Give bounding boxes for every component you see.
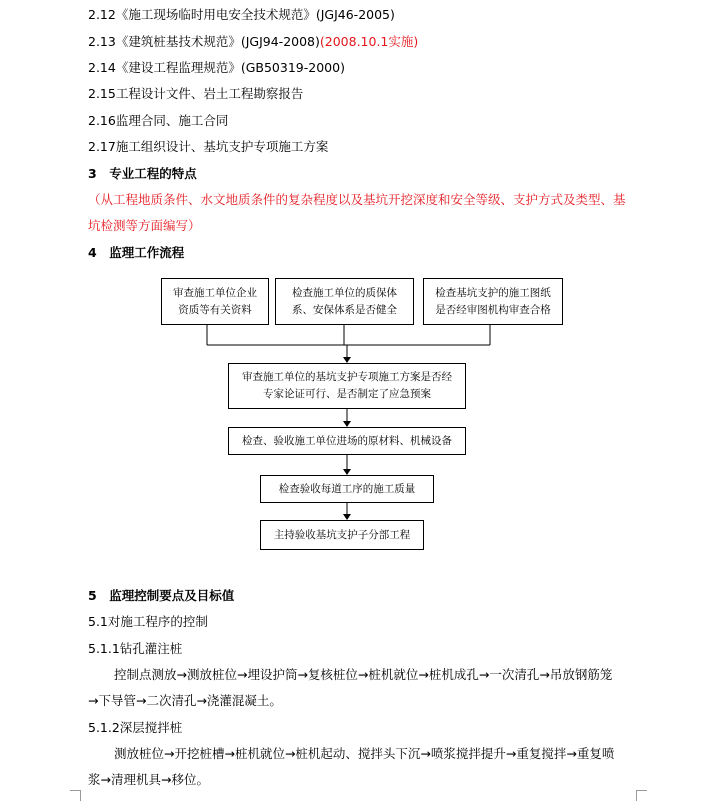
reference-item: 2.16监理合同、施工合同 bbox=[88, 113, 229, 128]
flow-box-quality-system: 检查施工单位的质保体 系、安保体系是否健全 bbox=[275, 278, 414, 325]
flow-box-qualification: 审查施工单位企业 资质等有关资料 bbox=[161, 278, 269, 325]
reference-item: 2.15工程设计文件、岩土工程勘察报告 bbox=[88, 86, 304, 101]
bored-pile-procedure-cont: →下导管→二次清孔→浇灌混凝土。 bbox=[88, 693, 282, 708]
subsection-5-1-2: 5.1.2深层搅拌桩 bbox=[88, 720, 183, 735]
mixing-pile-procedure: 测放桩位→开挖桩槽→桩机就位→桩机起动、搅拌头下沉→喷浆搅拌提升→重复搅拌→重复喷 bbox=[114, 746, 615, 761]
subsection-5-1-1: 5.1.1钻孔灌注桩 bbox=[88, 641, 183, 656]
crop-mark-right bbox=[636, 790, 647, 801]
reference-item: 2.12《施工现场临时用电安全技术规范》(JGJ46-2005) bbox=[88, 7, 395, 22]
section-3-note-cont: 坑检测等方面编写） bbox=[88, 218, 201, 233]
flow-box-drawings: 检查基坑支护的施工图纸 是否经审图机构审查合格 bbox=[423, 278, 563, 325]
reference-item: 2.13《建筑桩基技术规范》(JGJ94-2008)(2008.10.1实施) bbox=[88, 34, 419, 49]
flow-box-process-quality: 检查验收每道工序的施工质量 bbox=[260, 475, 434, 503]
crop-mark-left bbox=[70, 790, 81, 801]
section-5-heading: 5 监理控制要点及目标值 bbox=[88, 588, 235, 603]
implementation-note: (2008.10.1实施) bbox=[319, 34, 419, 49]
flow-box-plan-review: 审查施工单位的基坑支护专项施工方案是否经 专家论证可行、是否制定了应急预案 bbox=[228, 363, 466, 409]
reference-item: 2.17施工组织设计、基坑支护专项施工方案 bbox=[88, 139, 329, 154]
mixing-pile-procedure-cont: 浆→清理机具→移位。 bbox=[88, 772, 209, 787]
bored-pile-procedure: 控制点测放→测放桩位→埋设护筒→复核桩位→桩机就位→桩机成孔→一次清孔→吊放钢筋笼 bbox=[114, 667, 613, 682]
flow-box-acceptance: 主持验收基坑支护子分部工程 bbox=[260, 520, 424, 550]
reference-item: 2.14《建设工程监理规范》(GB50319-2000) bbox=[88, 60, 345, 75]
flow-box-materials: 检查、验收施工单位进场的原材料、机械设备 bbox=[228, 427, 466, 455]
subsection-5-1: 5.1对施工程序的控制 bbox=[88, 614, 208, 629]
section-3-note: （从工程地质条件、水文地质条件的复杂程度以及基坑开挖深度和安全等级、支护方式及类型、基 bbox=[88, 192, 626, 207]
section-3-heading: 3 专业工程的特点 bbox=[88, 166, 197, 181]
section-4-heading: 4 监理工作流程 bbox=[88, 245, 185, 260]
